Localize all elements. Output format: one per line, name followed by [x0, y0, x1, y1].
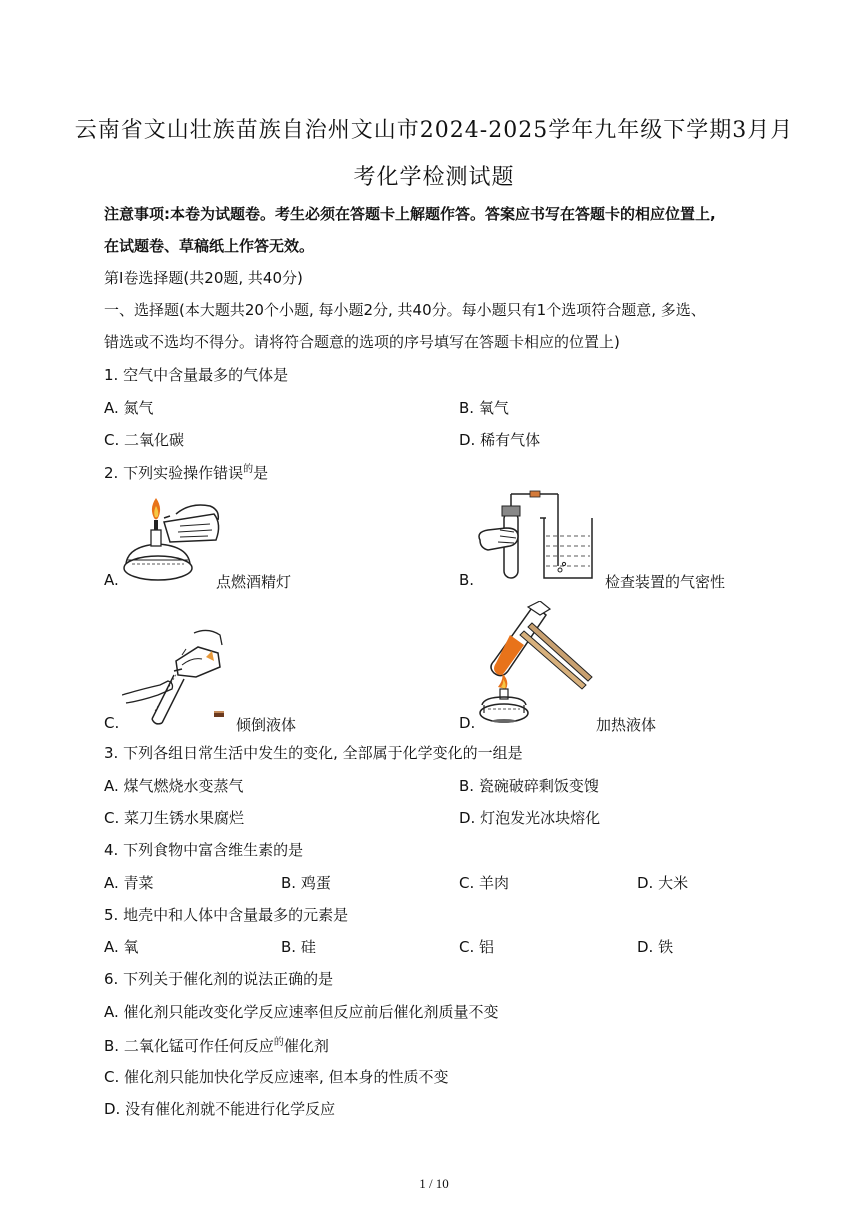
- alcohol-lamp-lighting-figure: [118, 494, 228, 586]
- q2-option-d-label: D.: [459, 714, 476, 732]
- exam-title-line2: 考化学检测试题: [353, 165, 515, 190]
- q3-option-d: D. 灯泡发光冰块熔化: [459, 809, 601, 827]
- q2-option-b-caption: 检查装置的气密性: [605, 573, 726, 591]
- q2-option-c-caption: 倾倒液体: [236, 716, 297, 734]
- q2-option-c-label: C.: [104, 714, 120, 732]
- q6-option-d: D. 没有催化剂就不能进行化学反应: [104, 1100, 336, 1118]
- q2-option-a-label: A.: [104, 571, 119, 589]
- q6-option-a: A. 催化剂只能改变化学反应速率但反应前后催化剂质量不变: [104, 1003, 499, 1021]
- q6-option-b-sup: 的: [273, 1037, 284, 1048]
- q5-option-d: D. 铁: [637, 938, 674, 956]
- q4-stem: 4. 下列食物中富含维生素的是: [104, 841, 304, 859]
- page-number: 1 / 10: [419, 1176, 449, 1191]
- exam-title-line1: 云南省文山壮族苗族自治州文山市2024-2025学年九年级下学期3月月: [74, 118, 794, 143]
- q2-option-a-caption: 点燃酒精灯: [216, 573, 292, 591]
- q6-option-b: [104, 1033, 329, 1056]
- q3-stem: 3. 下列各组日常生活中发生的变化, 全部属于化学变化的一组是: [104, 744, 523, 762]
- q6-option-b-post: 催化剂: [283, 1037, 329, 1055]
- heating-liquid-figure: [474, 601, 598, 727]
- q2-option-d-caption: 加热液体: [596, 716, 657, 734]
- q6-option-b-pre: B. 二氧化锰可作任何反应: [104, 1037, 274, 1055]
- q2-stem-post: 是: [253, 464, 269, 482]
- q1-stem: 1. 空气中含量最多的气体是: [104, 366, 289, 384]
- q3-option-b: B. 瓷碗破碎剩饭变馊: [459, 777, 599, 795]
- q6-stem: 6. 下列关于催化剂的说法正确的是: [104, 970, 334, 988]
- q4-option-b: B. 鸡蛋: [281, 874, 331, 892]
- q5-stem: 5. 地壳中和人体中含量最多的元素是: [104, 906, 349, 924]
- notice-line2: 在试题卷、草稿纸上作答无效。: [104, 237, 315, 255]
- q4-option-a: A. 青菜: [104, 874, 154, 892]
- section-title: 第I卷选择题(共20题, 共40分): [104, 269, 303, 287]
- q5-option-c: C. 铝: [459, 938, 495, 956]
- q2-stem-pre: 2. 下列实验操作错误: [104, 464, 244, 482]
- q1-option-d: D. 稀有气体: [459, 431, 541, 449]
- q4-option-c: C. 羊肉: [459, 874, 510, 892]
- q2-stem: [104, 460, 268, 483]
- q3-option-a: A. 煤气燃烧水变蒸气: [104, 777, 244, 795]
- q2-option-b-label: B.: [459, 571, 475, 589]
- q2-stem-sup: 的: [243, 464, 254, 475]
- q4-option-d: D. 大米: [637, 874, 689, 892]
- notice-line1: 注意事项:本卷为试题卷。考生必须在答题卡上解题作答。答案应书写在答题卡的相应位置上,: [104, 205, 716, 223]
- q6-option-c: C. 催化剂只能加快化学反应速率, 但本身的性质不变: [104, 1068, 449, 1086]
- q5-option-a: A. 氧: [104, 938, 139, 956]
- q3-option-c: C. 菜刀生锈水果腐烂: [104, 809, 245, 827]
- part-instructions-line1: 一、选择题(本大题共20个小题, 每小题2分, 共40分。每小题只有1个选项符合题意, 多选、: [104, 301, 706, 319]
- pouring-liquid-figure: [122, 625, 234, 727]
- q1-option-b: B. 氧气: [459, 399, 509, 417]
- airtightness-check-figure: [474, 488, 604, 586]
- q1-option-c: C. 二氧化碳: [104, 431, 185, 449]
- q5-option-b: B. 硅: [281, 938, 316, 956]
- q1-option-a: A. 氮气: [104, 399, 154, 417]
- part-instructions-line2: 错选或不选均不得分。请将符合题意的选项的序号填写在答题卡相应的位置上): [104, 333, 620, 351]
